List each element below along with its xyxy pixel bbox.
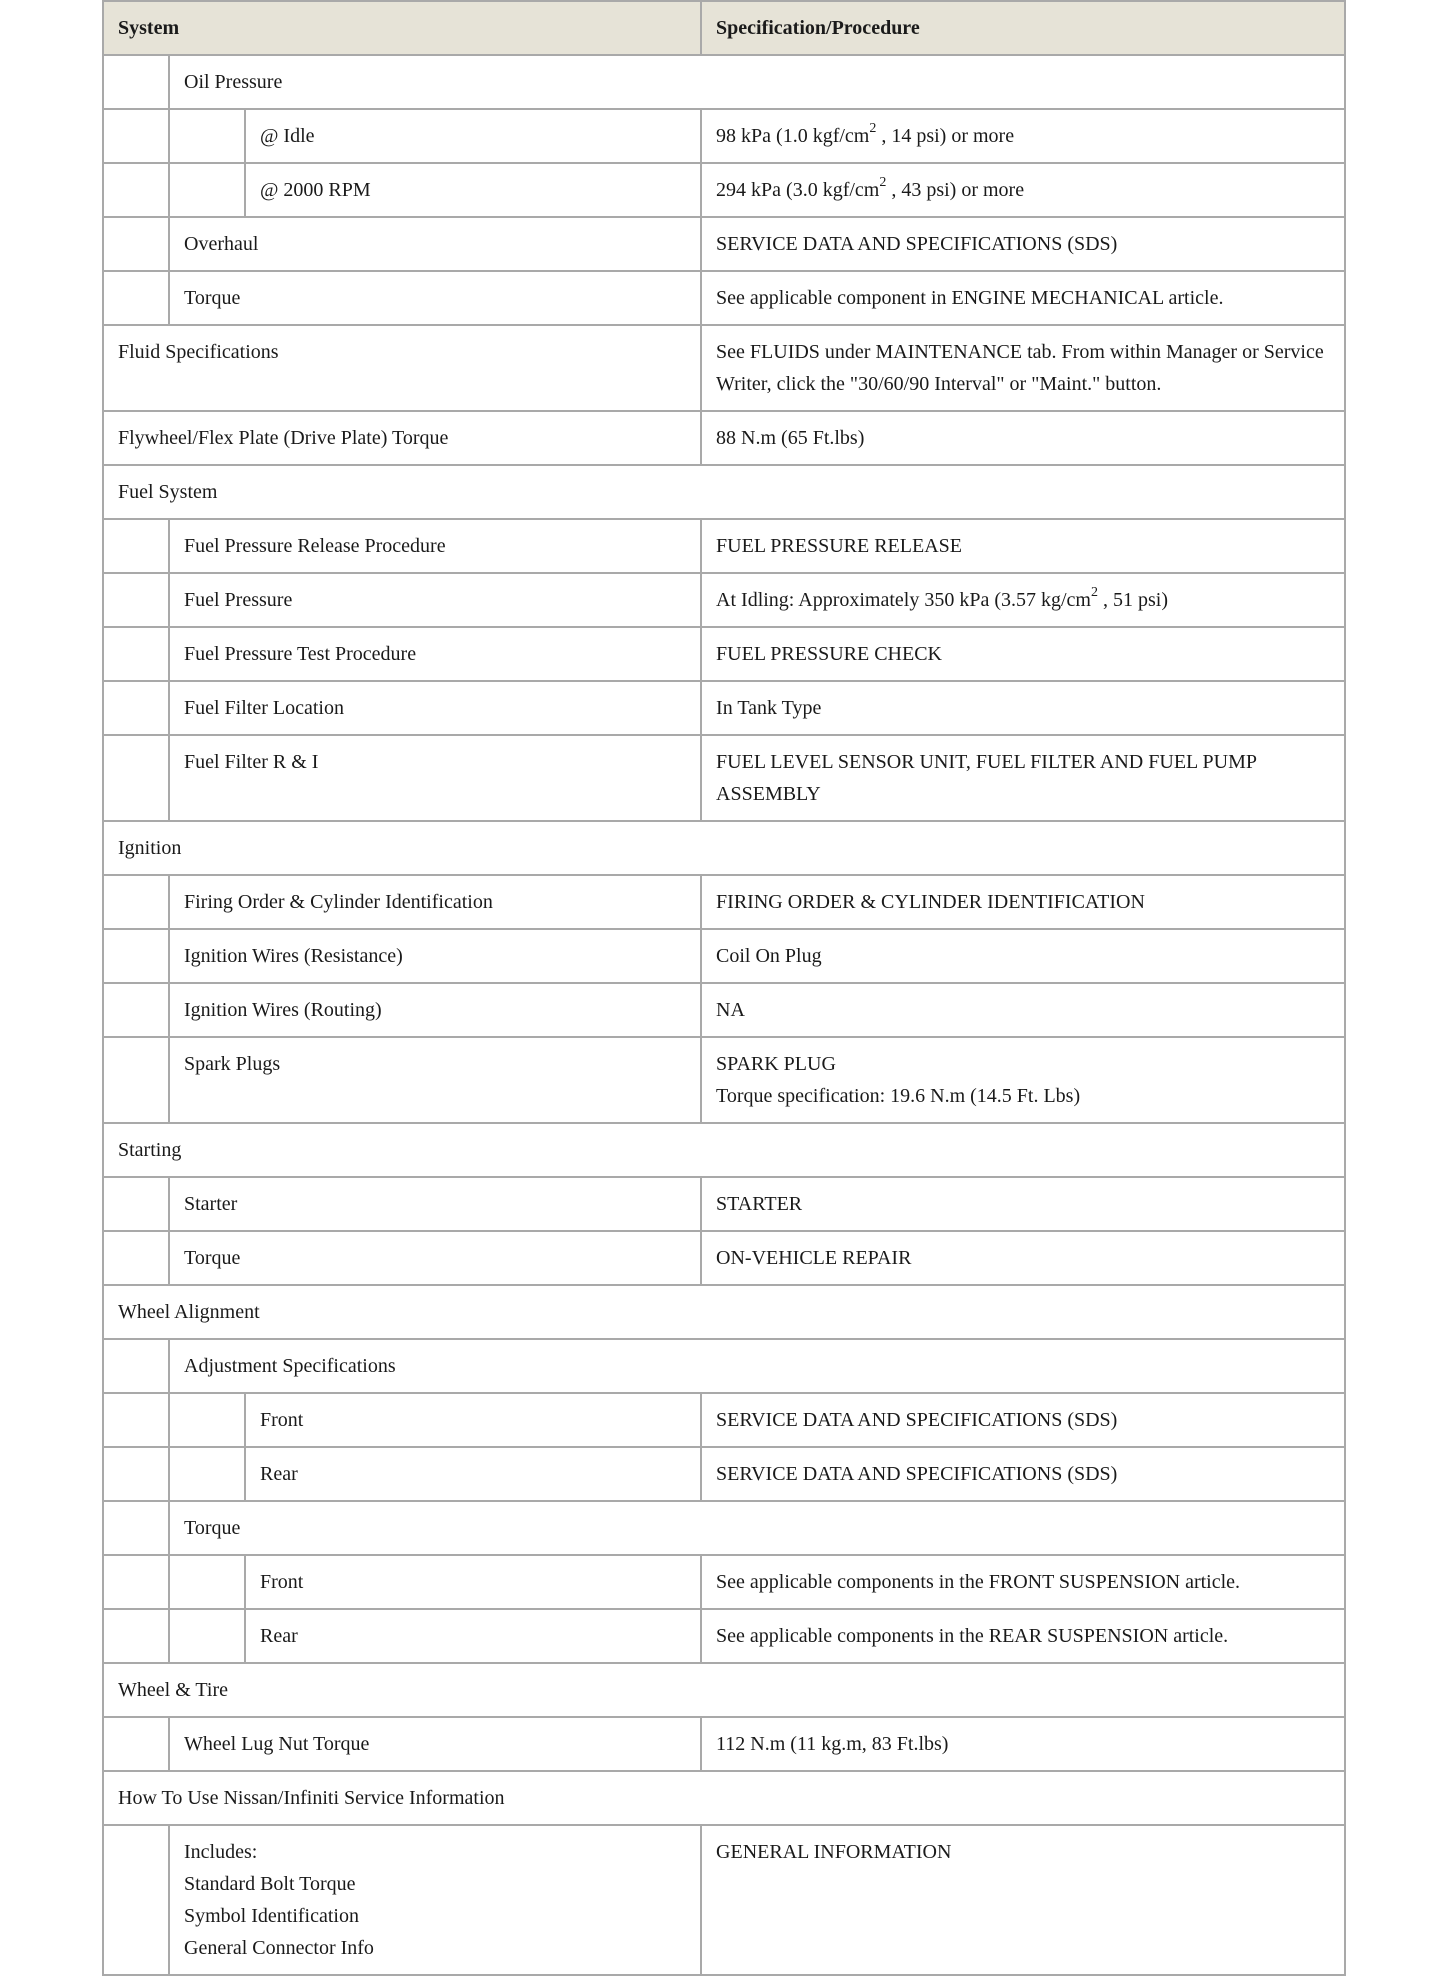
table-row [103, 1717, 1345, 1771]
table-header-row [103, 1, 1345, 55]
system-cell: @ 2000 RPM [245, 163, 701, 217]
table-row [103, 1663, 1345, 1717]
system-cell: @ Idle [245, 109, 701, 163]
system-cell: Overhaul [169, 217, 701, 271]
system-cell: Front [245, 1393, 701, 1447]
table-row [103, 1609, 1345, 1663]
table-row [103, 1393, 1345, 1447]
table-row [103, 411, 1345, 465]
spec-cell [701, 163, 1345, 217]
indent-cell [103, 1177, 169, 1231]
spec-line: Torque specification: 19.6 N.m (14.5 Ft. Lbs) [716, 1085, 1081, 1107]
table-row [103, 1231, 1345, 1285]
system-cell: Wheel & Tire [103, 1663, 1345, 1717]
table-row [103, 1447, 1345, 1501]
table-row [103, 1285, 1345, 1339]
indent-cell [169, 109, 245, 163]
system-label-line: Standard Bolt Torque [184, 1873, 356, 1895]
spec-cell [701, 573, 1345, 627]
spec-text: At Idling: Approximately 350 kPa (3.57 kg/cm [716, 589, 1091, 611]
spec-cell: In Tank Type [701, 681, 1345, 735]
table-row [103, 271, 1345, 325]
table-body [103, 55, 1345, 1975]
spec-cell: FIRING ORDER & CYLINDER IDENTIFICATION [701, 875, 1345, 929]
indent-cell [103, 983, 169, 1037]
table-row [103, 821, 1345, 875]
table-row [103, 681, 1345, 735]
system-cell: Rear [245, 1447, 701, 1501]
system-column-header: System [103, 1, 701, 55]
indent-cell [103, 1393, 169, 1447]
indent-cell [169, 1447, 245, 1501]
spec-text: , 14 psi) or more [876, 125, 1015, 147]
system-cell: Starter [169, 1177, 701, 1231]
indent-cell [103, 1231, 169, 1285]
table-row [103, 1123, 1345, 1177]
table-row [103, 735, 1345, 821]
indent-cell [103, 1501, 169, 1555]
table-row [103, 519, 1345, 573]
system-cell: Fuel Filter Location [169, 681, 701, 735]
table-row [103, 1825, 1345, 1975]
system-label-line: Includes: [184, 1841, 258, 1863]
spec-text: , 51 psi) [1098, 589, 1168, 611]
system-cell: Starting [103, 1123, 1345, 1177]
table-row [103, 1771, 1345, 1825]
system-cell: Rear [245, 1609, 701, 1663]
spec-cell: STARTER [701, 1177, 1345, 1231]
table-row [103, 55, 1345, 109]
table-row [103, 325, 1345, 411]
spec-cell: ON-VEHICLE REPAIR [701, 1231, 1345, 1285]
indent-cell [103, 1825, 169, 1975]
system-cell [169, 1825, 701, 1975]
system-cell: Fuel System [103, 465, 1345, 519]
system-cell: Torque [169, 271, 701, 325]
table-row [103, 627, 1345, 681]
spec-cell: See FLUIDS under MAINTENANCE tab. From within Manager or Service Writer, click the "30/60/90 Interval" or "Maint." button. [701, 325, 1345, 411]
table-row [103, 1501, 1345, 1555]
spec-cell: 112 N.m (11 kg.m, 83 Ft.lbs) [701, 1717, 1345, 1771]
table-row [103, 573, 1345, 627]
system-cell: Firing Order & Cylinder Identification [169, 875, 701, 929]
table-row [103, 465, 1345, 519]
indent-cell [103, 519, 169, 573]
table-row [103, 217, 1345, 271]
indent-cell [169, 1393, 245, 1447]
spec-text: , 43 psi) or more [886, 179, 1025, 201]
system-cell: Flywheel/Flex Plate (Drive Plate) Torque [103, 411, 701, 465]
indent-cell [103, 1339, 169, 1393]
system-cell: Fuel Filter R & I [169, 735, 701, 821]
indent-cell [103, 271, 169, 325]
indent-cell [103, 217, 169, 271]
spec-cell: SERVICE DATA AND SPECIFICATIONS (SDS) [701, 217, 1345, 271]
system-cell: Fuel Pressure [169, 573, 701, 627]
system-cell: Front [245, 1555, 701, 1609]
spec-column-header: Specification/Procedure [701, 1, 1345, 55]
system-label-line: General Connector Info [184, 1937, 374, 1959]
table-row [103, 929, 1345, 983]
spec-cell: FUEL LEVEL SENSOR UNIT, FUEL FILTER AND FUEL PUMP ASSEMBLY [701, 735, 1345, 821]
indent-cell [103, 875, 169, 929]
table-row [103, 1555, 1345, 1609]
spec-line: SPARK PLUG [716, 1053, 836, 1075]
spec-cell: See applicable components in the REAR SUSPENSION article. [701, 1609, 1345, 1663]
table-row [103, 1177, 1345, 1231]
spec-text: 294 kPa (3.0 kgf/cm [716, 179, 880, 201]
indent-cell [169, 1555, 245, 1609]
system-cell: Torque [169, 1501, 1345, 1555]
indent-cell [103, 109, 169, 163]
system-cell: Fuel Pressure Test Procedure [169, 627, 701, 681]
specification-table [102, 0, 1346, 1976]
indent-cell [103, 1037, 169, 1123]
system-cell: Wheel Lug Nut Torque [169, 1717, 701, 1771]
table-row [103, 1037, 1345, 1123]
indent-cell [103, 735, 169, 821]
system-cell: How To Use Nissan/Infiniti Service Information [103, 1771, 1345, 1825]
indent-cell [103, 55, 169, 109]
indent-cell [103, 1555, 169, 1609]
table-row [103, 875, 1345, 929]
table-row [103, 109, 1345, 163]
indent-cell [103, 1447, 169, 1501]
system-cell: Spark Plugs [169, 1037, 701, 1123]
indent-cell [103, 929, 169, 983]
spec-cell [701, 109, 1345, 163]
indent-cell [103, 627, 169, 681]
system-cell: Oil Pressure [169, 55, 1345, 109]
table-row [103, 983, 1345, 1037]
system-cell: Wheel Alignment [103, 1285, 1345, 1339]
spec-cell: Coil On Plug [701, 929, 1345, 983]
indent-cell [103, 681, 169, 735]
superscript: 2 [879, 175, 887, 191]
spec-cell: SERVICE DATA AND SPECIFICATIONS (SDS) [701, 1447, 1345, 1501]
system-cell: Fluid Specifications [103, 325, 701, 411]
spec-text: 98 kPa (1.0 kgf/cm [716, 125, 870, 147]
table-row [103, 1339, 1345, 1393]
table-row [103, 163, 1345, 217]
indent-cell [169, 1609, 245, 1663]
superscript: 2 [1091, 585, 1098, 601]
spec-cell: FUEL PRESSURE RELEASE [701, 519, 1345, 573]
spec-cell: GENERAL INFORMATION [701, 1825, 1345, 1975]
indent-cell [169, 163, 245, 217]
spec-cell: See applicable component in ENGINE MECHANICAL article. [701, 271, 1345, 325]
spec-cell: FUEL PRESSURE CHECK [701, 627, 1345, 681]
superscript: 2 [869, 121, 877, 137]
system-cell: Ignition Wires (Routing) [169, 983, 701, 1037]
indent-cell [103, 573, 169, 627]
system-cell: Torque [169, 1231, 701, 1285]
indent-cell [103, 1609, 169, 1663]
system-cell: Ignition [103, 821, 1345, 875]
system-cell: Ignition Wires (Resistance) [169, 929, 701, 983]
spec-cell: See applicable components in the FRONT SUSPENSION article. [701, 1555, 1345, 1609]
system-cell: Fuel Pressure Release Procedure [169, 519, 701, 573]
spec-cell [701, 1037, 1345, 1123]
indent-cell [103, 163, 169, 217]
spec-cell: NA [701, 983, 1345, 1037]
spec-cell: SERVICE DATA AND SPECIFICATIONS (SDS) [701, 1393, 1345, 1447]
system-label-line: Symbol Identification [184, 1905, 359, 1927]
indent-cell [103, 1717, 169, 1771]
spec-cell: 88 N.m (65 Ft.lbs) [701, 411, 1345, 465]
system-cell: Adjustment Specifications [169, 1339, 1345, 1393]
